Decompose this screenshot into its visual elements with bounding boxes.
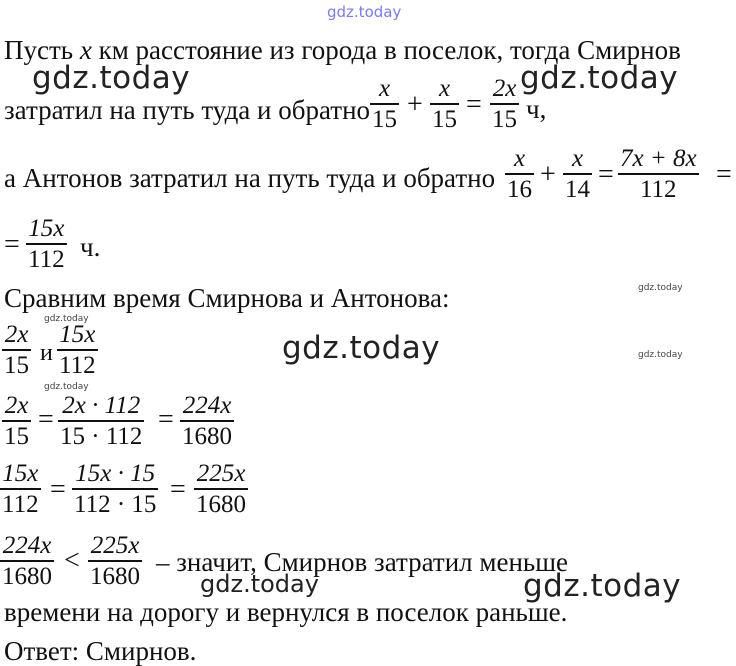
watermark: gdz.today [282, 330, 441, 366]
watermark-top: gdz.today [327, 3, 402, 21]
text-line-1-rest: км расстояние из города в поселок, тогда Смирнов [98, 35, 681, 65]
text-line-1 [4, 35, 681, 65]
fraction-225x-1680: 225x 1680 [90, 532, 140, 590]
equals-sign: = [598, 159, 614, 190]
plus-sign: + [540, 159, 556, 190]
text-pust: Пусть [4, 35, 74, 65]
text-line-9: – значит, Смирнов затратил меньше [156, 547, 569, 577]
watermark-small: gdz.today [638, 283, 683, 293]
fraction-2x-15: 2x 15 [4, 321, 29, 379]
equals-sign: = [170, 474, 186, 505]
fraction-15x-112: 15x 112 [59, 321, 96, 379]
fraction-225x-1680: 225x 1680 [196, 460, 246, 518]
unit-hours: ч. [80, 232, 101, 262]
equals-sign: = [716, 159, 732, 190]
equals-sign: = [466, 89, 482, 120]
fraction-2x-15: 2x 15 [492, 75, 517, 133]
fraction-2x-15: 2x 15 [4, 392, 29, 450]
fraction-224x-1680: 224x 1680 [2, 532, 52, 590]
fraction-15x-112: 15x 112 [28, 215, 65, 273]
text-line-3: а Антонов затратил на путь туда и обратно [4, 163, 496, 193]
text-line-5: Сравним время Смирнова и Антонова: [4, 283, 450, 313]
equals-sign: = [4, 229, 20, 260]
watermark-small: gdz.today [638, 350, 683, 360]
fraction-7x8x-112: 7x + 8x 112 [620, 145, 697, 203]
fraction-x-15: x 15 [372, 75, 397, 133]
equals-sign: = [158, 404, 174, 435]
watermark-small: gdz.today [44, 382, 89, 392]
unit-hours: ч, [526, 94, 547, 124]
text-and: и [40, 340, 53, 366]
fraction-224x-1680: 224x 1680 [182, 392, 232, 450]
fraction-2x112-15x112: 2x · 112 15 · 112 [60, 392, 143, 450]
watermark: gdz.today [520, 60, 679, 96]
fraction-x-16: x 16 [507, 145, 532, 203]
var-x: x [79, 35, 92, 65]
watermark: gdz.today [32, 60, 191, 96]
watermark: gdz.today [200, 570, 319, 598]
fraction-x-14: x 14 [565, 145, 590, 203]
equals-sign: = [38, 404, 54, 435]
fraction-x-15: x 15 [432, 75, 457, 133]
watermark: gdz.today [523, 568, 682, 604]
equals-sign: = [50, 474, 66, 505]
text-line-10: времени на дорогу и вернулся в поселок раньше. [4, 597, 568, 627]
fraction-15x-112: 15x 112 [2, 460, 39, 518]
watermark-small: gdz.today [44, 314, 89, 324]
less-than-sign: < [64, 545, 80, 576]
fraction-15x15-112x15: 15x · 15 112 · 15 [74, 460, 157, 518]
text-line-2: затратил на путь туда и обратно [4, 95, 371, 125]
answer-line: Ответ: Смирнов. [4, 636, 197, 666]
plus-sign: + [407, 89, 423, 120]
